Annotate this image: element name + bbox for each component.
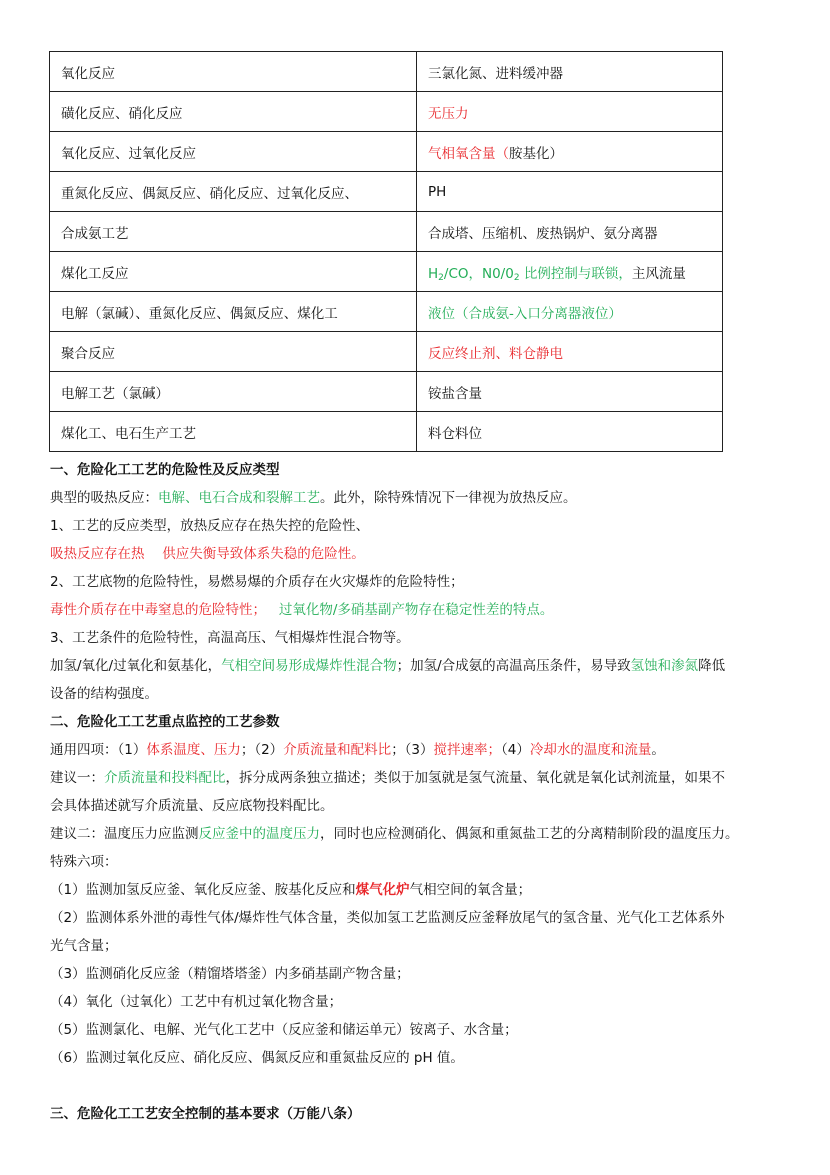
table-cell: 氧化反应、过氧化反应	[50, 132, 417, 172]
table-cell: PH	[417, 172, 723, 212]
table-row	[50, 372, 723, 412]
paragraph: 设备的结构强度。	[50, 686, 158, 702]
green-text: 气相空间易形成爆炸性混合物	[221, 658, 397, 674]
text: 建议一：	[50, 770, 104, 786]
green-text: 氢蚀和渗氮	[630, 658, 699, 674]
text: 加氢/氧化/过氧化和氨基化，	[50, 658, 222, 674]
text: 典型的吸热反应：	[50, 490, 158, 506]
green-text: 反应釜中的温度压力	[198, 826, 320, 842]
paragraph	[50, 484, 790, 512]
table-cell: 重氮化反应、偶氮反应、硝化反应、过氧化反应、	[50, 172, 417, 212]
table-cell	[417, 132, 723, 172]
text: 气相空间的氧含量；	[409, 882, 532, 898]
section-heading: 二、危险化工工艺重点监控的工艺参数	[50, 714, 280, 730]
red-text: 介质流量和配料比	[283, 742, 392, 758]
paragraph: （3）监测硝化反应釜（精馏塔塔釜）内多硝基副产物含量；	[50, 966, 410, 982]
text: （1）监测加氢反应釜、氧化反应釜、胺基化反应和	[50, 882, 356, 898]
table-cell: 液位（合成氨-入口分离器液位）	[417, 292, 723, 332]
blank-line	[50, 1072, 790, 1100]
table-cell: 煤化工、电石生产工艺	[50, 412, 417, 452]
section-heading: 三、危险化工工艺安全控制的基本要求（万能八条）	[50, 1106, 361, 1122]
text: 主风流量	[631, 265, 686, 282]
red-text: 冷却水的温度和流量	[529, 742, 652, 758]
text: H	[428, 265, 439, 282]
text: /CO，N0/0	[443, 265, 514, 282]
table-cell: 磺化反应、硝化反应	[50, 92, 417, 132]
table-cell: 电解（氯碱）、重氮化反应、偶氮反应、煤化工	[50, 292, 417, 332]
table-row	[50, 212, 723, 252]
text: ；（2）	[240, 742, 284, 758]
paragraph: （2）监测体系外泄的毒性气体/爆炸性气体含量，类似加氢工艺监测反应釜释放尾气的氢含量、光气化工艺体系外	[50, 910, 725, 926]
paragraph	[50, 736, 790, 764]
paragraph: （4）氧化（过氧化）工艺中有机过氧化物含量；	[50, 994, 343, 1010]
table-cell: 聚合反应	[50, 332, 417, 372]
table-cell: 电解工艺（氯碱）	[50, 372, 417, 412]
paragraph: 会具体描述就写介质流量、反应底物投料配比。	[50, 798, 334, 814]
hazard-table	[49, 51, 723, 452]
text: ，拆分成两条独立描述；类似于加氢就是氢气流量、氧化就是氧化试剂流量，如果不	[225, 770, 725, 786]
table-row	[50, 172, 723, 212]
paragraph: 吸热反应存在热 供应失衡导致体系失稳的危险性。	[50, 546, 365, 562]
paragraph: 3、工艺条件的危险特性，高温高压、气相爆炸性混合物等。	[50, 630, 410, 646]
paragraph: 光气含量；	[50, 938, 118, 954]
red-text: 体系温度、压力	[146, 742, 241, 758]
table-cell: 合成氨工艺	[50, 212, 417, 252]
paragraph	[50, 596, 790, 624]
table-row	[50, 92, 723, 132]
text: ；加氢/合成氨的高温高压条件，易导致	[396, 658, 631, 674]
green-text	[428, 266, 632, 282]
table-cell: 合成塔、压缩机、废热锅炉、氨分离器	[417, 212, 723, 252]
text: 。此外，除特殊情况下一律视为放热反应。	[320, 490, 577, 506]
table-row	[50, 132, 723, 172]
subscript: 2	[513, 272, 520, 283]
document-body	[50, 456, 790, 1128]
table-row	[50, 52, 723, 92]
text: 。	[651, 742, 665, 758]
red-text: 气相氧含量（	[428, 145, 509, 162]
text: ，同时也应检测硝化、偶氮和重氮盐工艺的分离精制阶段的温度压力。	[320, 826, 739, 842]
paragraph: （6）监测过氧化反应、硝化反应、偶氮反应和重氮盐反应的 pH 值。	[50, 1050, 464, 1066]
table-row	[50, 412, 723, 452]
red-text: 搅拌速率；	[433, 742, 502, 758]
text: 胺基化）	[509, 145, 563, 162]
table-cell: 三氯化氮、进料缓冲器	[417, 52, 723, 92]
green-text: 过氧化物/多硝基副产物存在稳定性差的特点。	[278, 602, 554, 618]
table-row	[50, 292, 723, 332]
section-heading: 一、危险化工工艺的危险性及反应类型	[50, 462, 280, 478]
text: 建议二：温度压力应监测	[50, 826, 199, 842]
text: 通用四项：（1）	[50, 742, 147, 758]
green-text: 介质流量和投料配比	[104, 770, 226, 786]
text: ；（3）	[391, 742, 434, 758]
red-text: 煤气化炉	[355, 882, 410, 898]
table-cell: 铵盐含量	[417, 372, 723, 412]
paragraph: 2、工艺底物的危险特性，易燃易爆的介质存在火灾爆炸的危险特性；	[50, 574, 464, 590]
paragraph: 特殊六项：	[50, 854, 118, 870]
red-text: 毒性介质存在中毒窒息的危险特性；	[50, 602, 266, 618]
paragraph	[50, 820, 790, 848]
subscript: 2	[438, 272, 444, 283]
paragraph	[50, 652, 790, 680]
paragraph	[50, 876, 790, 904]
paragraph: （5）监测氯化、电解、光气化工艺中（反应釜和储运单元）铵离子、水含量；	[50, 1022, 518, 1038]
text: 降低	[698, 658, 726, 674]
paragraph: 1、工艺的反应类型，放热反应存在热失控的危险性、	[50, 518, 370, 534]
table-cell	[417, 252, 723, 292]
table-row	[50, 332, 723, 372]
table-cell: 反应终止剂、料仓静电	[417, 332, 723, 372]
paragraph	[50, 764, 790, 792]
text: （4）	[501, 742, 530, 758]
table-cell: 无压力	[417, 92, 723, 132]
green-text: 电解、电石合成和裂解工艺	[158, 490, 320, 506]
table-cell: 氧化反应	[50, 52, 417, 92]
table-row	[50, 252, 723, 292]
table-cell: 煤化工反应	[50, 252, 417, 292]
table-cell: 料仓料位	[417, 412, 723, 452]
text: 比例控制与联锁，	[519, 265, 632, 282]
